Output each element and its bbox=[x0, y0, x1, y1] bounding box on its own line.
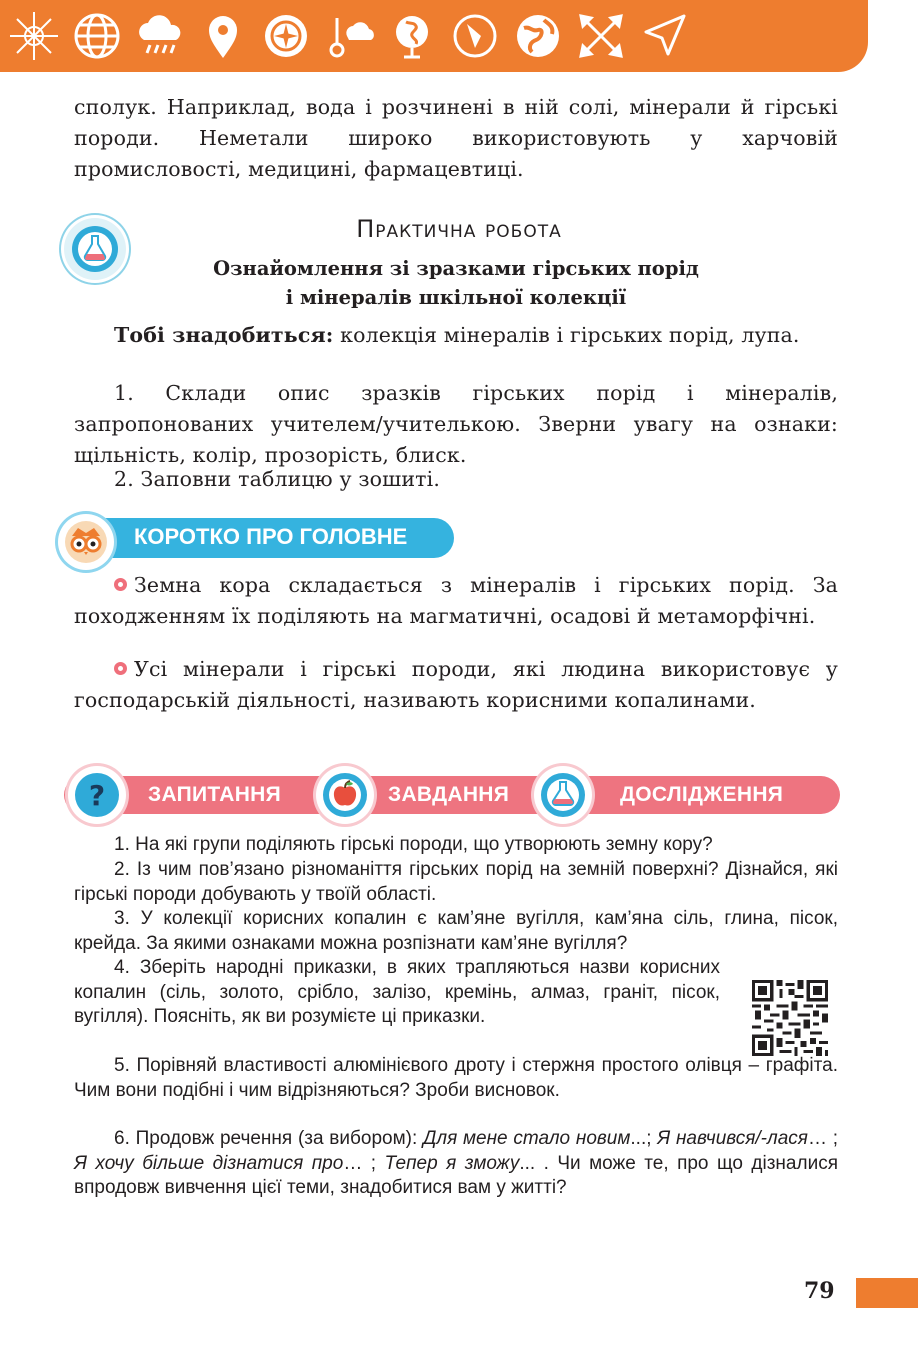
svg-text:?: ? bbox=[88, 779, 106, 812]
practical-step-1: 1. Склади опис зразків гірських порід і мінералів, запропонованих учителем/учителькою. Зверни увагу на ознаки: щільність, колір, прозорість, блиск. bbox=[74, 381, 838, 467]
research-flask-icon bbox=[534, 766, 592, 824]
summary-bullet-1 bbox=[74, 570, 838, 632]
compass-rose-icon bbox=[8, 10, 60, 62]
bullet-icon bbox=[114, 578, 127, 591]
page-number: 79 bbox=[804, 1278, 835, 1304]
question-badge bbox=[68, 766, 126, 824]
question-3: 3. У колекції корисних копалин є кам’яне вугілля, кам’яна сіль, глина, пісок, крейда. За якими ознаками можна розпізнати кам’яне вугілля? bbox=[74, 908, 838, 954]
apple-icon bbox=[316, 766, 374, 824]
question-mark-icon bbox=[68, 766, 126, 824]
question-5: 5. Порівняй властивості алюмінієвого дроту і стержня простого олівця – графіта. Чим вони подібні і чим відрізняються? Зроби висновок. bbox=[74, 1055, 838, 1101]
question-2: 2. Із чим пов’язано різноманіття гірських порід на земній поверхні? Дізнайся, які гірські породи добувають у твоїй області. bbox=[74, 859, 838, 905]
question-6-sep-3: … ; bbox=[343, 1152, 385, 1174]
needs-label: Тобі знадобиться: bbox=[114, 323, 334, 347]
owl-badge bbox=[58, 514, 114, 570]
research-label: ДОСЛІДЖЕННЯ bbox=[620, 783, 784, 806]
question-6-start: 6. Продовж речення (за вибором): bbox=[114, 1128, 424, 1149]
directions-arrows-icon bbox=[575, 10, 627, 62]
rain-cloud-icon bbox=[134, 10, 186, 62]
questions-label: ЗАПИТАННЯ bbox=[148, 783, 282, 806]
question-6-italic-2: Я навчився/-лася bbox=[657, 1128, 808, 1149]
header-bar bbox=[0, 0, 868, 72]
needs-paragraph bbox=[74, 320, 838, 351]
summary-bullet-1-text: Земна кора складається з мінералів і гірських порід. За походженням їх поділяють на магматичні, осадові й метаморфічні. bbox=[74, 573, 838, 628]
desk-globe-icon bbox=[386, 10, 438, 62]
question-6-sep-1: ...; bbox=[630, 1128, 658, 1149]
question-6-italic-3: Я хочу більше дізнатися про bbox=[74, 1152, 344, 1174]
compass-icon bbox=[260, 10, 312, 62]
header-icons bbox=[8, 10, 690, 62]
practical-step-2: 2. Заповни таблицю у зошиті. bbox=[114, 467, 441, 491]
practical-subtitle-2: і мінералів шкільної колекції bbox=[285, 286, 627, 309]
research-badge bbox=[534, 766, 592, 824]
question-6 bbox=[74, 1127, 838, 1201]
thermometer-cloud-icon bbox=[323, 10, 375, 62]
tasks-label: ЗАВДАННЯ bbox=[388, 783, 510, 806]
needs-text: колекція мінералів і гірських порід, лупа. bbox=[333, 323, 800, 347]
page-number-bar bbox=[856, 1278, 918, 1308]
owl-icon bbox=[58, 514, 114, 570]
summary-bullet-2-text: Усі мінерали і гірські породи, які людина використовує у господарській діяльності, називають корисними копалинами. bbox=[74, 657, 838, 712]
earth-icon bbox=[512, 10, 564, 62]
summary-bullet-2 bbox=[74, 654, 838, 716]
question-6-italic-1: Для мене стало новим bbox=[423, 1128, 631, 1149]
tasks-badge bbox=[316, 766, 374, 824]
navigation-arrow-icon bbox=[638, 10, 690, 62]
qr-code[interactable] bbox=[752, 980, 828, 1056]
bullet-icon bbox=[114, 662, 127, 675]
location-pin-icon bbox=[197, 10, 249, 62]
compass-needle-icon bbox=[449, 10, 501, 62]
question-4: 4. Зберіть народні приказки, в яких трапляються назви корисних копалин (сіль, золото, срібло, залізо, кремінь, алмаз, граніт, пісок, вугілля). Поясніть, як ви розумієте ці приказки. bbox=[74, 957, 720, 1027]
question-1: 1. На які групи поділяють гірські породи, що утворюють земну кору? bbox=[114, 834, 713, 855]
question-6-italic-4: Тепер я зможу bbox=[384, 1152, 520, 1174]
summary-label: КОРОТКО ПРО ГОЛОВНЕ bbox=[134, 524, 408, 549]
question-6-end: ... . Чи може те, про що дізналися впродовж вивчення цієї теми, знадобитися вам у житті? bbox=[74, 1152, 838, 1198]
intro-paragraph: сполук. Наприклад, вода і розчинені в ній солі, мінерали й гірські породи. Неметали широко використовують у харчовій промисловості, медицині, фармацевтиці. bbox=[74, 95, 838, 181]
globe-grid-icon bbox=[71, 10, 123, 62]
practical-subtitle-1: Ознайомлення зі зразками гірських порід bbox=[213, 257, 699, 280]
question-6-sep-2: … ; bbox=[807, 1128, 838, 1149]
practical-title: Практична робота bbox=[356, 215, 562, 243]
